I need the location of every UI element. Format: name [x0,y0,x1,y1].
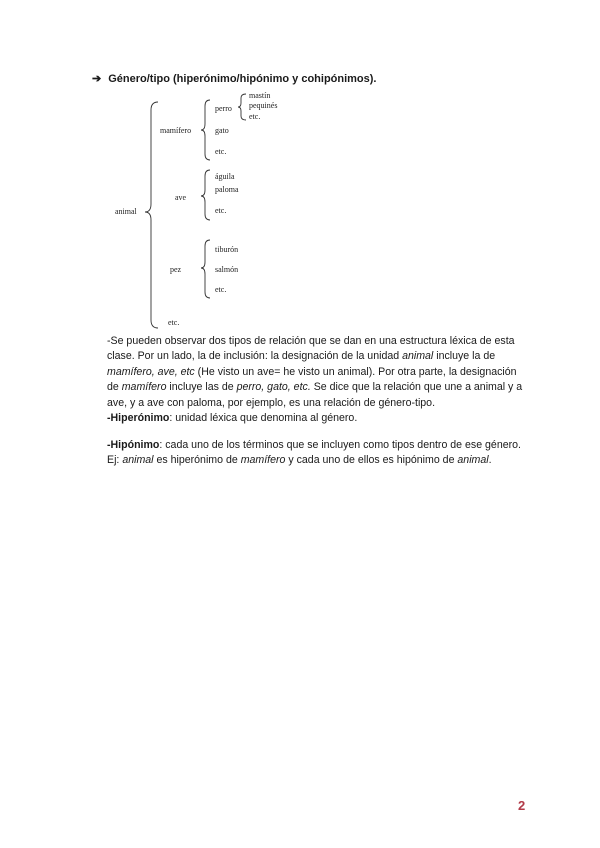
node-pez: pez [170,265,182,274]
p1-text-3: (He visto un ave= he visto un animal). Por otra parte, la designación de [107,365,517,394]
paragraph-hiperonimo [107,411,527,426]
definition-hiperonimo: : unidad léxica que denomina al género. [169,412,358,424]
node-perro: perro [215,104,232,113]
brace-perro [238,94,246,120]
term-hiponimo: -Hipónimo [107,439,160,451]
node-animal: animal [115,207,137,216]
node-aguila: águila [215,172,235,181]
paragraph-hiponimo [107,438,527,469]
arrow-icon: ➔ [92,73,102,85]
p3-text-3: y cada uno de ellos es hipónimo de [285,454,458,467]
p3-italic-animal: animal [122,454,154,467]
node-ave: ave [175,193,187,202]
p3-italic-animal-2: animal [457,454,489,467]
node-salmon: salmón [215,265,239,274]
brace-pez [201,240,210,298]
heading-text: Género/tipo (hiperónimo/hipónimo y cohipónimos). [108,73,377,85]
p3-text-1: : cada uno de los términos que se incluyen como tipos dentro de ese género. Ej: [107,439,521,467]
hyponymy-tree-diagram [100,88,340,338]
node-mastin: mastín [249,91,271,100]
node-etc-ave: etc. [215,206,227,215]
brace-mamifero [201,100,210,160]
node-paloma: paloma [215,185,239,194]
node-etc-pez: etc. [215,285,227,294]
node-etc-mamifero: etc. [215,147,227,156]
term-hiperonimo: -Hiperónimo [107,412,170,424]
node-tiburon: tiburón [215,245,239,254]
p1-text-2: incluye la de [433,350,496,363]
p1-text-4: incluye las de [166,381,237,394]
p1-italic-perro-gato: perro, gato, etc. [236,381,311,394]
p3-text-2: es hiperónimo de [153,454,241,467]
node-mamifero: mamífero [160,126,192,135]
p3-text-4: . [488,454,492,467]
p1-italic-mamifero: mamífero [121,381,167,394]
p3-italic-mamifero: mamífero [240,454,286,467]
node-etc-root: etc. [168,318,180,327]
p1-italic-list: mamífero, ave, etc [107,365,195,378]
paragraph-inclusion [107,334,527,411]
p1-text-1: -Se pueden observar dos tipos de relación que se dan en una estructura léxica de esta clase. Por un lado, la de inclusión: la designación de la unidad [107,335,515,363]
section-heading [92,72,377,85]
brace-ave [201,170,210,220]
node-pequines: pequinés [249,101,278,110]
node-etc-perro: etc. [249,112,261,121]
brace-animal [145,102,158,328]
page-number: 2 [518,798,526,813]
p1-text-5: Se dice que la relación que une a animal y a ave, y a ave con paloma, por ejemplo, es una relación de género-tipo. [107,381,523,409]
node-gato: gato [215,126,229,135]
p1-italic-animal: animal [402,350,434,363]
